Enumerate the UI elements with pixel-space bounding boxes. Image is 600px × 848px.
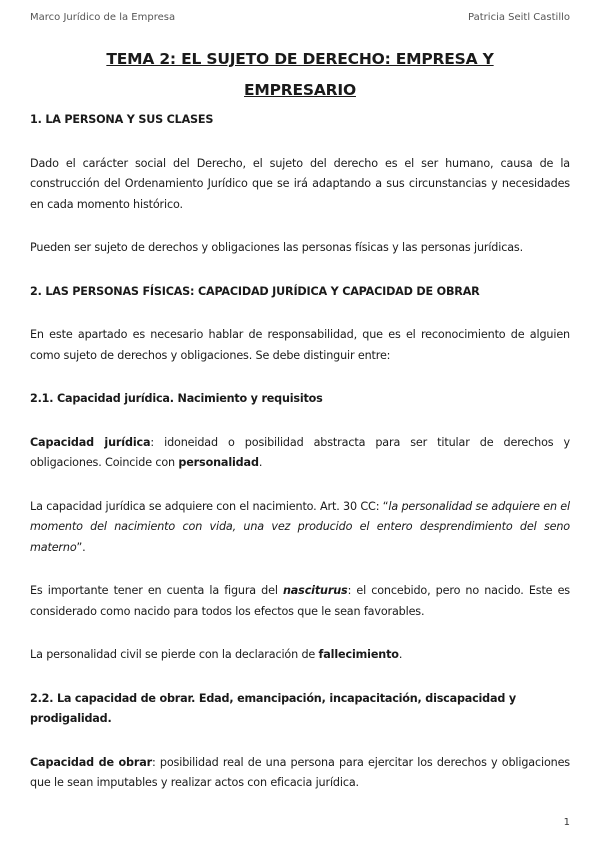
paragraph-text: : idoneidad o posibilidad abstracta para ser titular de derechos y obligaciones. Coincide con (30, 435, 570, 469)
term-capacidad-juridica: Capacidad jurídica (30, 435, 151, 449)
paragraph-text: . (258, 456, 263, 469)
section-2-2-heading: 2.2. La capacidad de obrar. Edad, emancipación, incapacitación, discapacidad y prodigalidad. (30, 691, 516, 725)
term-capacidad-de-obrar: Capacidad de obrar (30, 755, 153, 769)
article-quote: la personalidad se adquiere en el momento del nacimiento con vida, una vez producido el entero desprendimiento del seno materno (30, 499, 570, 554)
section-2-2-paragraph-1 (30, 753, 570, 794)
section-1-heading: 1. LA PERSONA Y SUS CLASES (30, 113, 214, 126)
document-body (30, 110, 570, 794)
section-2-1-heading: 2.1. Capacidad jurídica. Nacimiento y requisitos (30, 392, 323, 405)
term-personalidad: personalidad (178, 456, 259, 469)
paragraph-text: : posibilidad real de una persona para ejercitar los derechos y obligaciones que le sean imputables y realizar actos con eficacia jurídica. (30, 755, 570, 789)
section-1-paragraph-1: Dado el carácter social del Derecho, el sujeto del derecho es el ser humano, causa de la construcción del Ordenamiento Jurídico que se irá adaptando a sus circunstancias y necesidades en cada momento histórico. (30, 156, 570, 211)
page-header (30, 12, 570, 23)
section-2-1-paragraph-2 (30, 497, 570, 559)
section-2-heading: 2. LAS PERSONAS FÍSICAS: CAPACIDAD JURÍDICA Y CAPACIDAD DE OBRAR (30, 284, 480, 298)
paragraph-text: La personalidad civil se pierde con la declaración de (30, 648, 319, 661)
term-fallecimiento: fallecimiento (318, 648, 399, 661)
section-1-paragraph-2: Pueden ser sujeto de derechos y obligaciones las personas físicas y las personas jurídicas. (30, 241, 523, 254)
paragraph-text: . (398, 648, 403, 661)
header-author: Patricia Seitl Castillo (468, 12, 570, 23)
title-line-1: TEMA 2: EL SUJETO DE DERECHO: EMPRESA Y (106, 50, 494, 68)
paragraph-text: ”. (76, 540, 86, 554)
title-line-2: EMPRESARIO (244, 81, 356, 99)
section-2-1-paragraph-1 (30, 433, 570, 474)
page-number: 1 (563, 817, 570, 828)
section-2-1-paragraph-4 (30, 645, 570, 666)
paragraph-text: Es importante tener en cuenta la figura del (30, 584, 283, 597)
header-course-title: Marco Jurídico de la Empresa (30, 12, 176, 23)
section-2-1-paragraph-3 (30, 581, 570, 622)
paragraph-text: : el concebido, pero no nacido. Este es considerado como nacido para todos los efectos que le sean favorables. (30, 584, 570, 618)
paragraph-text: La capacidad jurídica se adquiere con el nacimiento. Art. 30 CC: “ (30, 499, 389, 513)
section-2-paragraph-1: En este apartado es necesario hablar de responsabilidad, que es el reconocimiento de alguien como sujeto de derechos y obligaciones. Se debe distinguir entre: (30, 328, 570, 362)
document-title (30, 44, 570, 106)
term-nasciturus: nasciturus (282, 584, 348, 597)
